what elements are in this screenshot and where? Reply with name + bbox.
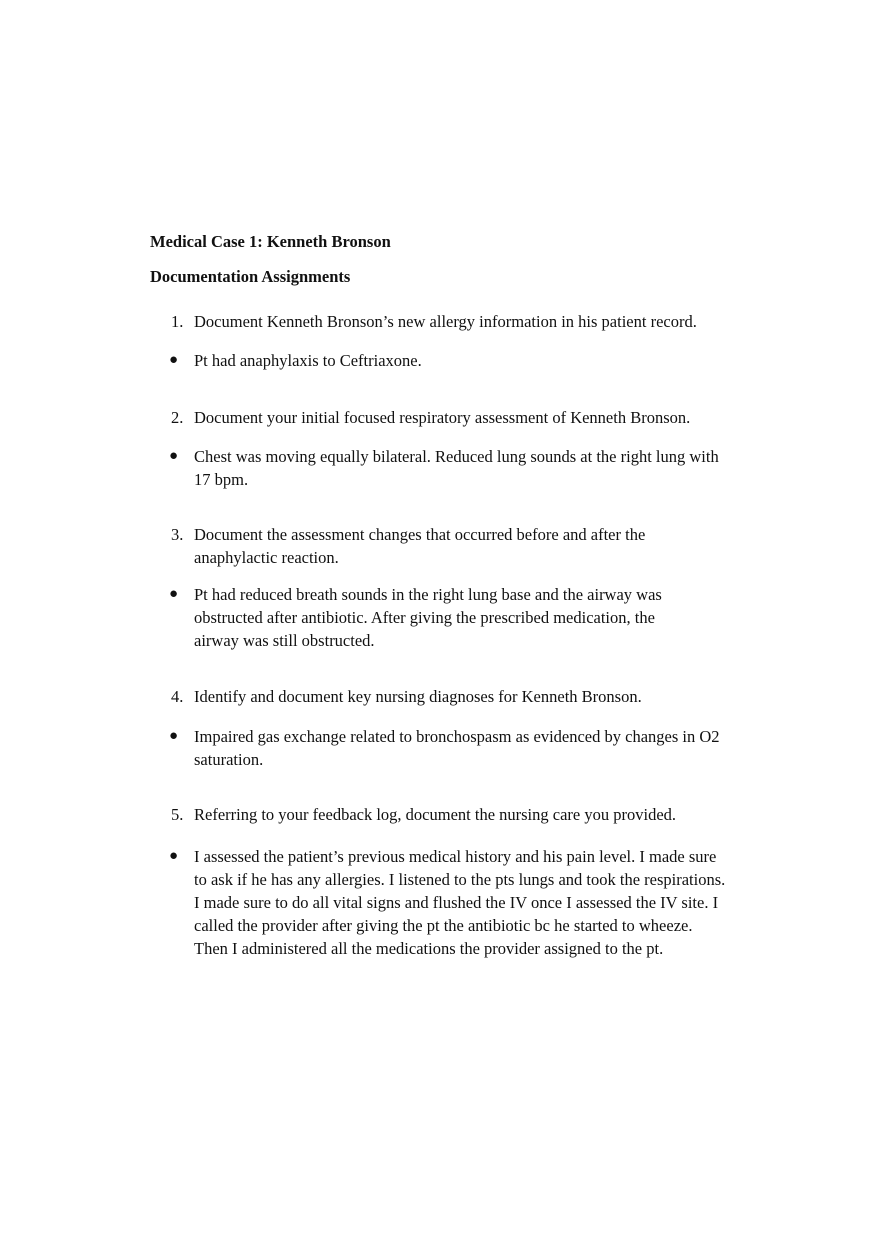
item-number: 1. — [171, 312, 184, 331]
question-4 — [0, 685, 880, 708]
answer-text: Pt had reduced breath sounds in the right lung base and the airway was obstructed after antibiotic. After giving the prescribed medication, the airway was still obstructed. — [194, 585, 662, 650]
answer-2 — [0, 445, 880, 491]
question-5 — [0, 803, 880, 826]
assignment-item-1 — [0, 310, 880, 333]
question-3 — [0, 523, 880, 569]
bullet-icon: ● — [169, 848, 179, 864]
assignment-item-5 — [0, 803, 880, 826]
question-text: Referring to your feedback log, document the nursing care you provided. — [194, 805, 677, 824]
assignment-item-2 — [0, 406, 880, 429]
answer-4 — [0, 725, 880, 771]
answer-3 — [0, 583, 880, 652]
question-text: Identify and document key nursing diagnoses for Kenneth Bronson. — [194, 687, 642, 706]
item-number: 3. — [171, 525, 184, 544]
question-text: Document your initial focused respiratory assessment of Kenneth Bronson. — [194, 408, 691, 427]
section-title: Documentation Assignments — [150, 267, 351, 286]
assignment-item-3 — [0, 523, 880, 569]
question-2 — [0, 406, 880, 429]
answer-text: Pt had anaphylaxis to Ceftriaxone. — [194, 351, 422, 370]
answer-5 — [0, 845, 880, 960]
item-number: 5. — [171, 805, 184, 824]
bullet-icon: ● — [169, 448, 179, 464]
answer-text: I assessed the patient’s previous medical history and his pain level. I made sure to ask if he has any allergies. I listened to the pts lungs and took the respirations. I made sure to do all vital signs and flushed the IV once I assessed the IV site. I called the provider after giving the pt the antibiotic bc he started to wheeze. Then I administered all the medications the provider assigned to the pt. — [194, 847, 726, 958]
bullet-icon: ● — [169, 728, 179, 744]
item-number: 4. — [171, 687, 184, 706]
bullet-icon: ● — [169, 352, 179, 368]
answer-text: Impaired gas exchange related to bronchospasm as evidenced by changes in O2 saturation. — [194, 727, 720, 769]
case-title: Medical Case 1: Kenneth Bronson — [150, 232, 391, 251]
answer-text: Chest was moving equally bilateral. Reduced lung sounds at the right lung with 17 bpm. — [194, 447, 719, 489]
question-text: Document Kenneth Bronson’s new allergy information in his patient record. — [194, 312, 697, 331]
question-text: Document the assessment changes that occurred before and after the anaphylactic reaction. — [194, 525, 646, 567]
item-number: 2. — [171, 408, 184, 427]
answer-1 — [0, 349, 880, 372]
question-1 — [0, 310, 880, 333]
assignment-item-4 — [0, 685, 880, 708]
bullet-icon: ● — [169, 586, 179, 602]
